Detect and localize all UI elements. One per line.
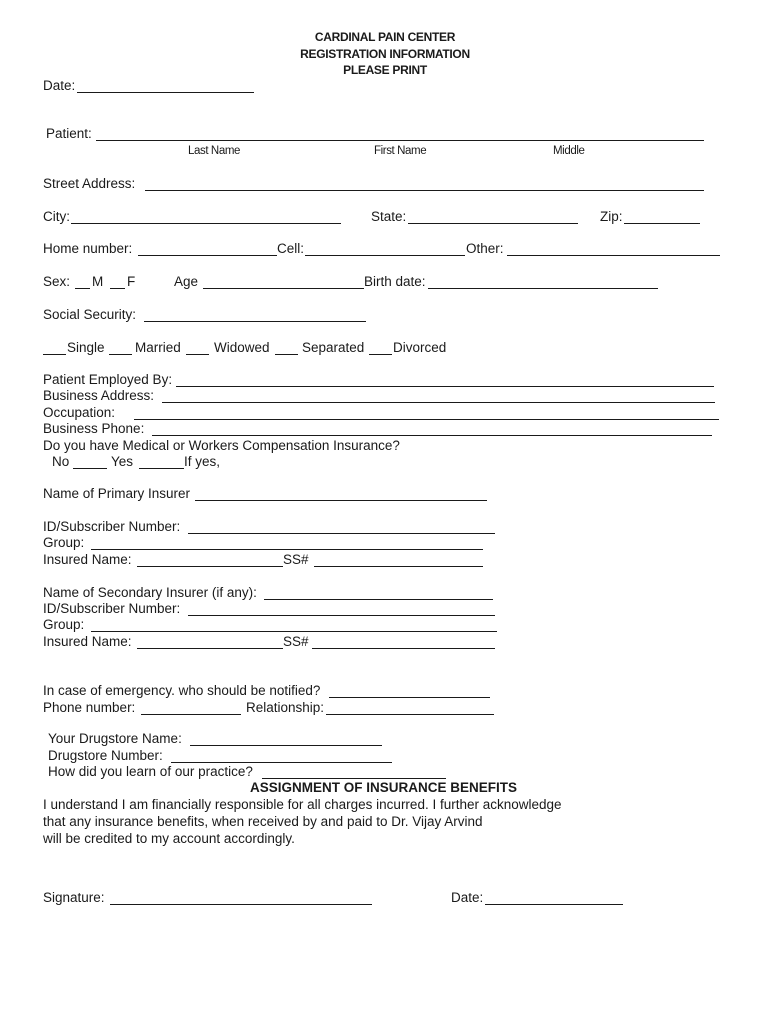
signature-label: Signature: <box>43 890 105 905</box>
employed-by-label: Patient Employed By: <box>43 372 173 387</box>
state-field[interactable] <box>408 223 578 224</box>
secondary-group-label: Group: <box>43 617 85 632</box>
zip-field[interactable] <box>624 223 700 224</box>
form-subtitle: REGISTRATION INFORMATION <box>300 47 470 61</box>
no-field[interactable] <box>73 468 107 469</box>
date-label: Date: <box>43 78 76 93</box>
last-name-caption: Last Name <box>188 145 241 157</box>
sex-label: Sex: <box>43 274 71 289</box>
assignment-heading: ASSIGNMENT OF INSURANCE BENEFITS <box>250 780 518 795</box>
street-label: Street Address: <box>43 176 136 191</box>
secondary-insured-name-field[interactable] <box>137 648 283 649</box>
form-instruction: PLEASE PRINT <box>343 63 427 77</box>
business-address-field[interactable] <box>162 402 715 403</box>
sex-male-field[interactable] <box>75 288 90 289</box>
secondary-insurer-field[interactable] <box>264 599 493 600</box>
emergency-phone-label: Phone number: <box>43 700 136 715</box>
secondary-ss-label: SS# <box>283 634 309 649</box>
state-label: State: <box>371 209 407 224</box>
age-label: Age <box>174 274 199 289</box>
middle-name-caption: Middle <box>553 145 585 157</box>
signature-date-field[interactable] <box>485 904 623 905</box>
assignment-text-line-1: I understand I am financially responsible for all charges incurred. I further acknowledge <box>43 797 562 812</box>
patient-name-field[interactable] <box>96 140 704 141</box>
yes-field[interactable] <box>139 468 184 469</box>
street-field[interactable] <box>145 190 704 191</box>
emergency-contact-label: In case of emergency. who should be notified? <box>43 683 321 698</box>
primary-ss-label: SS# <box>283 552 309 567</box>
emergency-contact-field[interactable] <box>329 697 490 698</box>
divorced-label: Divorced <box>393 340 447 355</box>
married-label: Married <box>135 340 181 355</box>
secondary-id-label: ID/Subscriber Number: <box>43 601 181 616</box>
yes-label: Yes <box>111 454 134 469</box>
primary-ss-field[interactable] <box>314 566 483 567</box>
divorced-field[interactable] <box>369 354 392 355</box>
secondary-ss-field[interactable] <box>312 648 495 649</box>
business-address-label: Business Address: <box>43 388 155 403</box>
single-field[interactable] <box>43 354 66 355</box>
patient-label: Patient: <box>46 126 92 141</box>
drugstore-number-label: Drugstore Number: <box>48 748 163 763</box>
if-yes-label: If yes, <box>184 454 221 469</box>
primary-group-label: Group: <box>43 535 85 550</box>
referral-source-field[interactable] <box>262 778 446 779</box>
primary-insured-name-field[interactable] <box>137 566 283 567</box>
referral-source-label: How did you learn of our practice? <box>48 764 253 779</box>
primary-id-field[interactable] <box>188 533 495 534</box>
city-field[interactable] <box>71 223 341 224</box>
relationship-label: Relationship: <box>246 700 325 715</box>
sex-male-label: M <box>92 274 104 289</box>
social-security-label: Social Security: <box>43 307 137 322</box>
drugstore-name-field[interactable] <box>190 745 382 746</box>
business-phone-label: Business Phone: <box>43 421 145 436</box>
occupation-field[interactable] <box>134 419 719 420</box>
city-label: City: <box>43 209 70 224</box>
home-number-label: Home number: <box>43 241 133 256</box>
secondary-group-field[interactable] <box>91 631 497 632</box>
birth-date-field[interactable] <box>428 288 658 289</box>
married-field[interactable] <box>109 354 132 355</box>
primary-insured-name-label: Insured Name: <box>43 552 132 567</box>
date-field[interactable] <box>77 92 254 93</box>
secondary-insured-name-label: Insured Name: <box>43 634 132 649</box>
assignment-text-line-3: will be credited to my account accordingly. <box>43 831 295 846</box>
single-label: Single <box>67 340 105 355</box>
widowed-field[interactable] <box>186 354 209 355</box>
signature-date-label: Date: <box>451 890 484 905</box>
sex-female-field[interactable] <box>110 288 125 289</box>
other-phone-field[interactable] <box>507 255 720 256</box>
emergency-phone-field[interactable] <box>141 714 241 715</box>
home-number-field[interactable] <box>138 255 277 256</box>
cell-label: Cell: <box>277 241 305 256</box>
birth-date-label: Birth date: <box>364 274 426 289</box>
employed-by-field[interactable] <box>176 386 714 387</box>
business-phone-field[interactable] <box>152 435 712 436</box>
cell-field[interactable] <box>305 255 465 256</box>
drugstore-number-field[interactable] <box>171 762 392 763</box>
assignment-text-line-2: that any insurance benefits, when received by and paid to Dr. Vijay Arvind <box>43 814 483 829</box>
no-label: No <box>52 454 70 469</box>
separated-label: Separated <box>302 340 365 355</box>
separated-field[interactable] <box>275 354 298 355</box>
form-title: CARDINAL PAIN CENTER <box>314 30 456 44</box>
primary-insurer-field[interactable] <box>195 500 487 501</box>
relationship-field[interactable] <box>326 714 494 715</box>
drugstore-name-label: Your Drugstore Name: <box>48 731 182 746</box>
other-phone-label: Other: <box>466 241 504 256</box>
zip-label: Zip: <box>600 209 623 224</box>
first-name-caption: First Name <box>374 145 427 157</box>
widowed-label: Widowed <box>214 340 270 355</box>
secondary-id-field[interactable] <box>188 615 495 616</box>
signature-field[interactable] <box>110 904 372 905</box>
insurance-question: Do you have Medical or Workers Compensation Insurance? <box>43 438 400 453</box>
social-security-field[interactable] <box>144 321 366 322</box>
primary-id-label: ID/Subscriber Number: <box>43 519 181 534</box>
primary-group-field[interactable] <box>91 549 483 550</box>
occupation-label: Occupation: <box>43 405 116 420</box>
primary-insurer-label: Name of Primary Insurer <box>43 486 191 501</box>
age-field[interactable] <box>203 288 364 289</box>
sex-female-label: F <box>127 274 136 289</box>
secondary-insurer-label: Name of Secondary Insurer (if any): <box>43 585 257 600</box>
